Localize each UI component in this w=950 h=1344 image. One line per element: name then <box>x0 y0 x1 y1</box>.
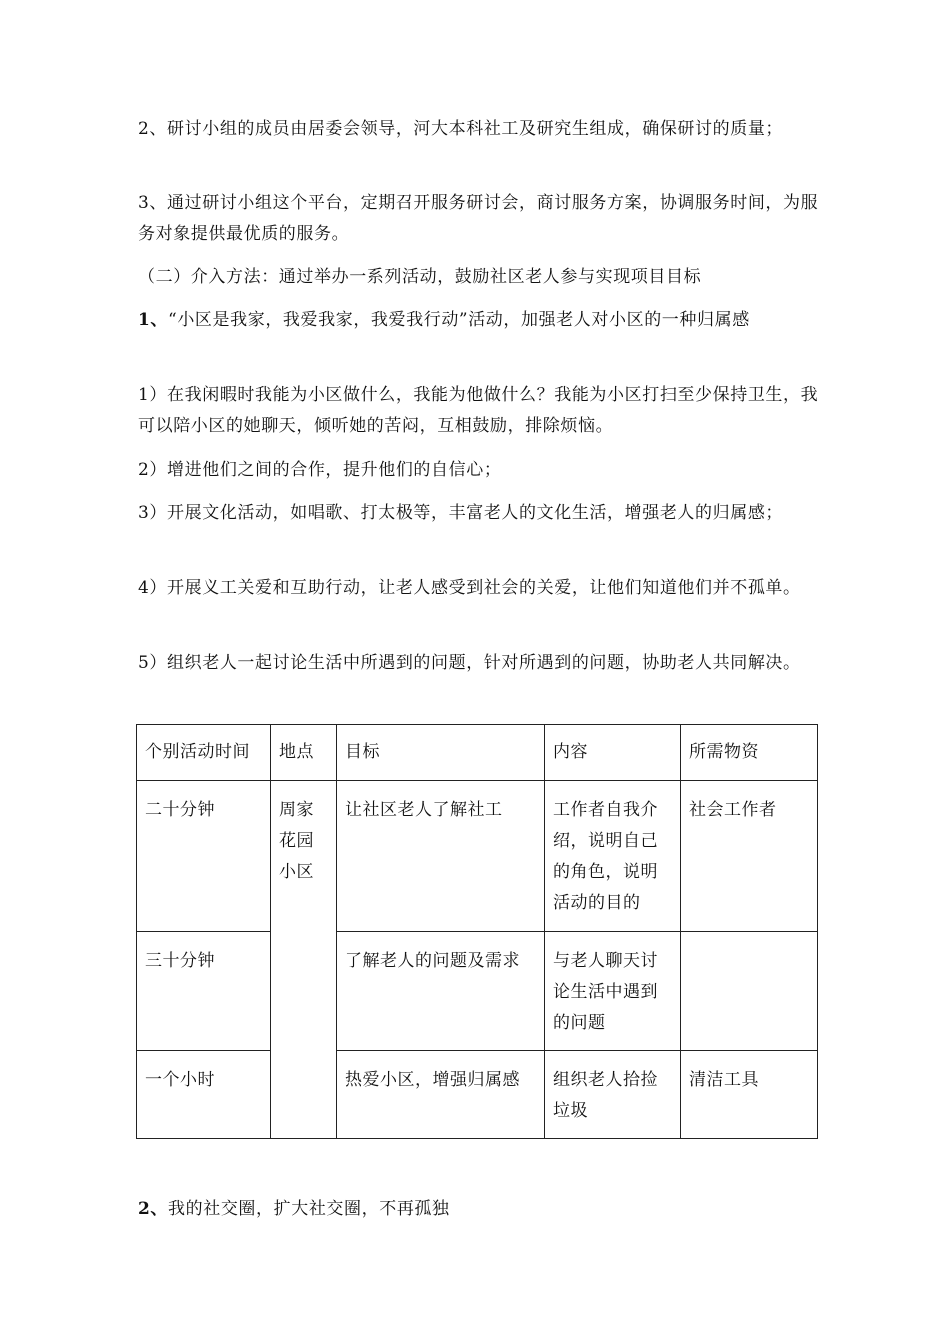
activity-1-number: 1、 <box>138 310 169 330</box>
cell-time: 三十分钟 <box>137 932 271 1051</box>
activity-1-heading <box>138 305 828 336</box>
cell-goal: 了解老人的问题及需求 <box>337 932 545 1051</box>
paragraph-research-group-members: 2、研讨小组的成员由居委会领导，河大本科社工及研究生组成，确保研讨的质量； <box>138 119 784 139</box>
cell-goal: 热爱小区，增强归属感 <box>337 1051 545 1139</box>
cell-materials: 清洁工具 <box>681 1051 818 1139</box>
list-item-5: 5）组织老人一起讨论生活中所遇到的问题，针对所遇到的问题，协助老人共同解决。 <box>138 653 801 673</box>
activity-plan-table <box>136 724 818 1139</box>
header-cell-materials: 所需物资 <box>681 725 818 781</box>
header-cell-location: 地点 <box>271 725 337 781</box>
table-row <box>137 781 818 932</box>
cell-time: 一个小时 <box>137 1051 271 1139</box>
activity-2-title: 我的社交圈，扩大社交圈，不再孤独 <box>168 1199 450 1219</box>
table-row <box>137 1051 818 1139</box>
activity-2-number: 2、 <box>138 1199 169 1219</box>
list-item-4: 4）开展义工关爱和互助行动，让老人感受到社会的关爱，让他们知道他们并不孤单。 <box>138 578 801 598</box>
list-item-2: 2）增进他们之间的合作，提升他们的自信心； <box>138 460 502 480</box>
activity-2-heading <box>138 1194 828 1225</box>
cell-materials <box>681 932 818 1051</box>
list-item-3: 3）开展文化活动，如唱歌、打太极等，丰富老人的文化生活，增强老人的归属感； <box>138 503 784 523</box>
cell-materials: 社会工作者 <box>681 781 818 932</box>
section-heading-intervention-method: （二）介入方法：通过举办一系列活动，鼓励社区老人参与实现项目目标 <box>138 267 702 287</box>
cell-content: 与老人聊天讨论生活中遇到的问题 <box>545 932 681 1051</box>
header-cell-goal: 目标 <box>337 725 545 781</box>
cell-location: 周家花园小区 <box>271 781 337 1139</box>
header-cell-time: 个别活动时间 <box>137 725 271 781</box>
table-header-row <box>137 725 818 781</box>
cell-goal: 让社区老人了解社工 <box>337 781 545 932</box>
cell-content: 组织老人拾捡垃圾 <box>545 1051 681 1139</box>
activity-1-title: “小区是我家，我爱我家，我爱我行动”活动，加强老人对小区的一种归属感 <box>168 310 750 330</box>
header-cell-content: 内容 <box>545 725 681 781</box>
list-item-1: 1）在我闲暇时我能为小区做什么，我能为他做什么？我能为小区打扫至少保持卫生，我可以陪小区的她聊天，倾听她的苦闷，互相鼓励，排除烦恼。 <box>138 385 819 436</box>
cell-content: 工作者自我介绍，说明自己的角色，说明活动的目的 <box>545 781 681 932</box>
cell-time: 二十分钟 <box>137 781 271 932</box>
paragraph-research-group-platform: 3、通过研讨小组这个平台，定期召开服务研讨会，商讨服务方案，协调服务时间，为服务对象提供最优质的服务。 <box>138 193 819 244</box>
table-row <box>137 932 818 1051</box>
